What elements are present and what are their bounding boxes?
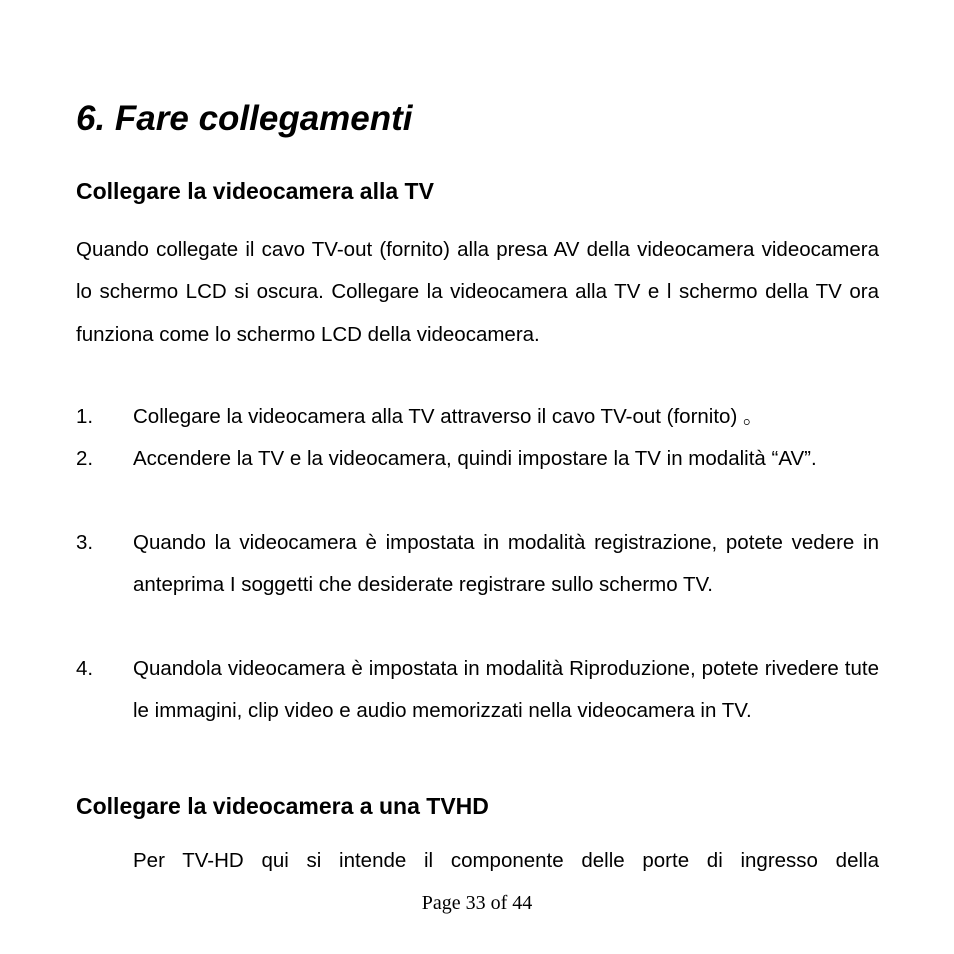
list-item xyxy=(76,522,879,607)
list-item xyxy=(76,438,879,480)
tvhd-paragraph: Per TV-HD qui si intende il componente delle porte di ingresso della xyxy=(133,849,879,872)
list-text: Quando la videocamera è impostata in modalità registrazione, potete vedere in anteprima I soggetti che desiderate registrare sullo schermo TV. xyxy=(133,531,879,597)
list-text: Collegare la videocamera alla TV attraverso il cavo TV-out (fornito) 。 xyxy=(133,405,764,428)
list-number: 4. xyxy=(76,657,94,680)
section-heading-tv: Collegare la videocamera alla TV xyxy=(76,178,434,204)
list-text: Quandola videocamera è impostata in modalità Riproduzione, potete rivedere tute le immagini, clip video e audio memorizzati nella videocamera in TV. xyxy=(133,657,879,723)
list-number: 1. xyxy=(76,405,94,428)
list-item xyxy=(76,648,879,733)
page-title: 6. Fare collegamenti xyxy=(76,99,413,138)
intro-paragraph: Quando collegate il cavo TV-out (fornito) alla presa AV della videocamera videocamera lo schermo LCD si oscura. Collegare la videocamera alla TV e l schermo della TV ora funziona come lo schermo LCD della videocamera. xyxy=(76,238,879,346)
list-item xyxy=(76,396,879,438)
list-number: 2. xyxy=(76,447,94,470)
page-number: Page 33 of 44 xyxy=(421,892,533,914)
list-number: 3. xyxy=(76,531,94,554)
section-heading-tvhd: Collegare la videocamera a una TVHD xyxy=(76,793,489,819)
list-text: Accendere la TV e la videocamera, quindi impostare la TV in modalità “AV”. xyxy=(133,447,817,470)
